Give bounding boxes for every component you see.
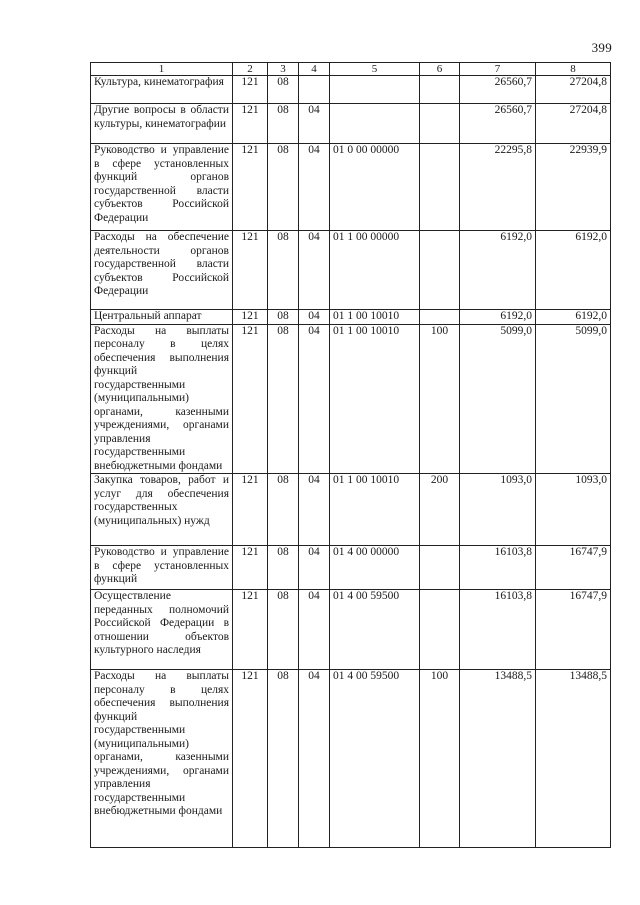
cell-target: 01 0 00 00000 <box>330 144 420 231</box>
cell-ministry: 121 <box>233 231 268 310</box>
cell-subsection: 04 <box>299 104 330 144</box>
cell-target: 01 4 00 59500 <box>330 590 420 670</box>
table-row <box>91 546 611 590</box>
cell-amount-2: 27204,8 <box>536 76 611 104</box>
cell-expense-type <box>420 144 460 231</box>
cell-expense-type <box>420 310 460 325</box>
table-row <box>91 324 611 474</box>
cell-amount-2: 5099,0 <box>536 324 611 474</box>
cell-amount-2: 22939,9 <box>536 144 611 231</box>
cell-section: 08 <box>268 104 299 144</box>
cell-target: 01 1 00 10010 <box>330 310 420 325</box>
cell-ministry: 121 <box>233 324 268 474</box>
cell-target: 01 1 00 00000 <box>330 231 420 310</box>
cell-target: 01 1 00 10010 <box>330 324 420 474</box>
cell-subsection: 04 <box>299 474 330 546</box>
cell-ministry: 121 <box>233 104 268 144</box>
cell-amount-2: 27204,8 <box>536 104 611 144</box>
page-number: 399 <box>591 40 612 55</box>
cell-amount-2: 13488,5 <box>536 670 611 848</box>
cell-ministry: 121 <box>233 76 268 104</box>
header-cell: 4 <box>299 63 330 76</box>
cell-subsection <box>299 76 330 104</box>
header-cell: 2 <box>233 63 268 76</box>
table-row <box>91 231 611 310</box>
row-name: Расходы на выплаты персоналу в целях обеспечения выполнения функций государственными (муниципальными) органами, казенными учреждениями, органами управления государственными внебюджетными фондами <box>91 324 233 474</box>
cell-amount-2: 6192,0 <box>536 231 611 310</box>
cell-amount-1: 5099,0 <box>460 324 536 474</box>
cell-expense-type <box>420 231 460 310</box>
cell-section: 08 <box>268 590 299 670</box>
row-name: Руководство и управление в сфере установленных функций органов государственной власти субъектов Российской Федерации <box>91 144 233 231</box>
header-cell: 5 <box>330 63 420 76</box>
cell-ministry: 121 <box>233 144 268 231</box>
cell-subsection: 04 <box>299 310 330 325</box>
table-row <box>91 310 611 325</box>
cell-ministry: 121 <box>233 670 268 848</box>
cell-expense-type <box>420 104 460 144</box>
header-cell: 3 <box>268 63 299 76</box>
cell-section: 08 <box>268 144 299 231</box>
header-cell: 8 <box>536 63 611 76</box>
table-row <box>91 104 611 144</box>
row-name: Расходы на выплаты персоналу в целях обеспечения выполнения функций государственными (муниципальными) органами, казенными учреждениями, органами управления государственными внебюджетными фондами <box>91 670 233 848</box>
cell-section: 08 <box>268 310 299 325</box>
header-cell: 7 <box>460 63 536 76</box>
cell-amount-2: 16747,9 <box>536 590 611 670</box>
cell-amount-2: 6192,0 <box>536 310 611 325</box>
cell-amount-2: 1093,0 <box>536 474 611 546</box>
cell-subsection: 04 <box>299 670 330 848</box>
row-name: Осуществление переданных полномочий Российской Федерации в отношении объектов культурного наследия <box>91 590 233 670</box>
cell-section: 08 <box>268 231 299 310</box>
cell-expense-type <box>420 546 460 590</box>
cell-target <box>330 76 420 104</box>
budget-table <box>90 62 611 848</box>
cell-ministry: 121 <box>233 310 268 325</box>
cell-subsection: 04 <box>299 546 330 590</box>
cell-target: 01 4 00 00000 <box>330 546 420 590</box>
cell-section: 08 <box>268 76 299 104</box>
row-name: Расходы на обеспечение деятельности органов государственной власти субъектов Российской Федерации <box>91 231 233 310</box>
header-cell: 1 <box>91 63 233 76</box>
cell-target <box>330 104 420 144</box>
cell-amount-1: 22295,8 <box>460 144 536 231</box>
cell-amount-1: 1093,0 <box>460 474 536 546</box>
cell-amount-2: 16747,9 <box>536 546 611 590</box>
cell-subsection: 04 <box>299 590 330 670</box>
table-row <box>91 76 611 104</box>
cell-section: 08 <box>268 670 299 848</box>
cell-amount-1: 16103,8 <box>460 590 536 670</box>
table-row <box>91 590 611 670</box>
cell-target: 01 4 00 59500 <box>330 670 420 848</box>
cell-subsection: 04 <box>299 144 330 231</box>
cell-amount-1: 6192,0 <box>460 310 536 325</box>
table-row <box>91 144 611 231</box>
cell-subsection: 04 <box>299 231 330 310</box>
cell-ministry: 121 <box>233 590 268 670</box>
header-row <box>91 63 611 76</box>
row-name: Закупка товаров, работ и услуг для обеспечения государственных (муниципальных) нужд <box>91 474 233 546</box>
row-name: Культура, кинематография <box>91 76 233 104</box>
cell-subsection: 04 <box>299 324 330 474</box>
cell-amount-1: 26560,7 <box>460 104 536 144</box>
cell-expense-type <box>420 590 460 670</box>
header-cell: 6 <box>420 63 460 76</box>
table-row <box>91 474 611 546</box>
cell-expense-type <box>420 76 460 104</box>
cell-target: 01 1 00 10010 <box>330 474 420 546</box>
cell-section: 08 <box>268 474 299 546</box>
cell-section: 08 <box>268 324 299 474</box>
cell-amount-1: 13488,5 <box>460 670 536 848</box>
cell-expense-type: 100 <box>420 324 460 474</box>
cell-expense-type: 200 <box>420 474 460 546</box>
cell-amount-1: 16103,8 <box>460 546 536 590</box>
row-name: Руководство и управление в сфере установленных функций <box>91 546 233 590</box>
cell-ministry: 121 <box>233 546 268 590</box>
cell-expense-type: 100 <box>420 670 460 848</box>
cell-amount-1: 26560,7 <box>460 76 536 104</box>
cell-ministry: 121 <box>233 474 268 546</box>
table-row <box>91 670 611 848</box>
row-name: Центральный аппарат <box>91 310 233 325</box>
row-name: Другие вопросы в области культуры, кинематографии <box>91 104 233 144</box>
cell-section: 08 <box>268 546 299 590</box>
cell-amount-1: 6192,0 <box>460 231 536 310</box>
